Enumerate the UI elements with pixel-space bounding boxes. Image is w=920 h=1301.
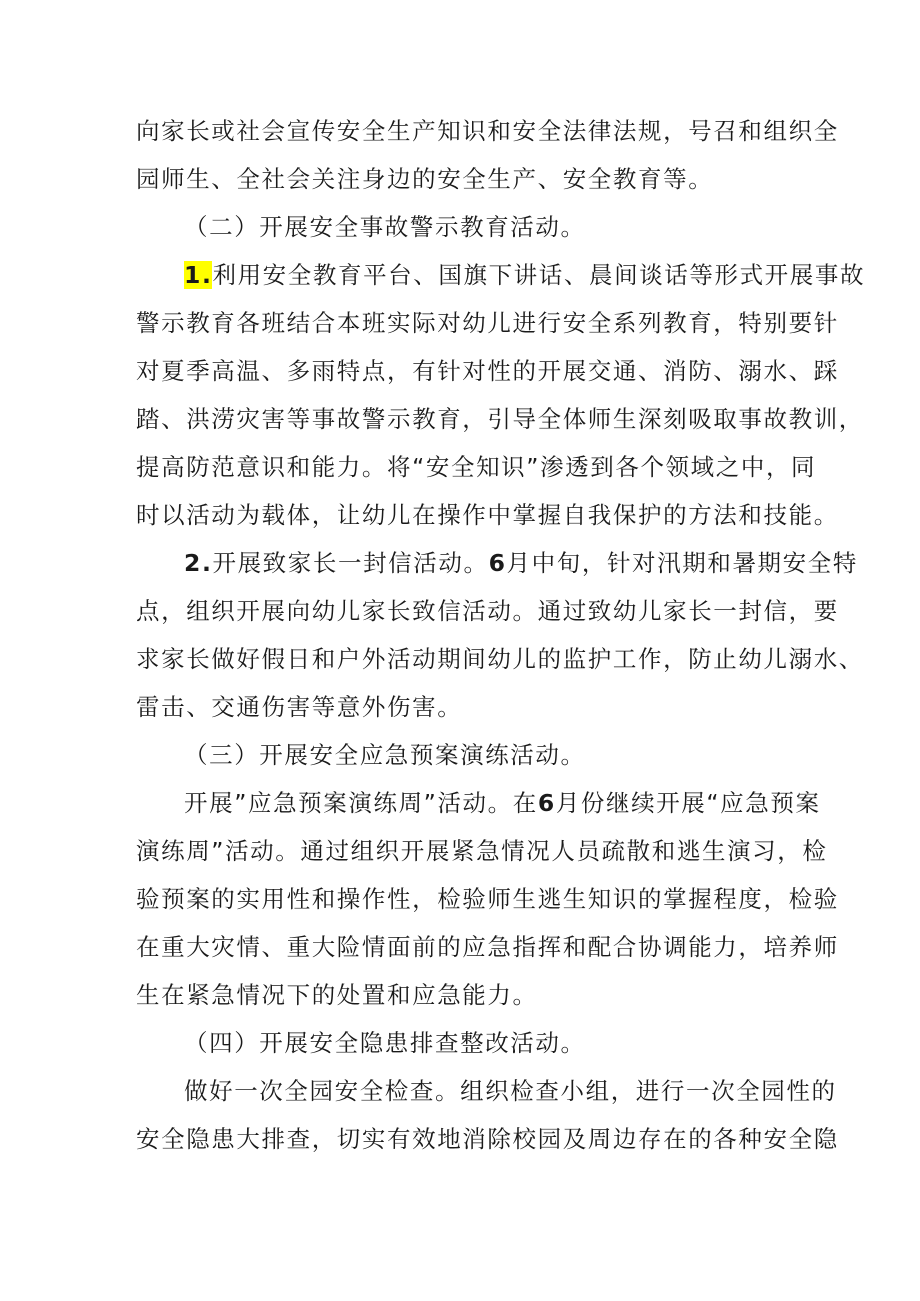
paragraph-2-line-4: 踏、洪涝灾害等事故警示教育，引导全体师生深刻吸取事故教训， [136,405,864,433]
paragraph-3-line-1-text-c: 月中旬，针对汛期和暑期安全特 [506,549,858,577]
paragraph-5-line-2: 安全隐患大排查，切实有效地消除校园及周边存在的各种安全隐 [136,1125,839,1153]
paragraph-4-line-1-text-c: 月份继续开展“应急预案 [555,789,821,817]
paragraph-3-line-4: 雷击、交通伤害等意外伤害。 [136,693,463,721]
paragraph-4-line-3: 验预案的实用性和操作性，检验师生逃生知识的掌握程度，检验 [136,885,839,913]
paragraph-4-line-1-text-a: 开展”应急预案演练周”活动。在 [184,789,538,817]
paragraph-1-line-1: 向家长或社会宣传安全生产知识和安全法律法规，号召和组织全 [136,117,839,145]
paragraph-3-line-2: 点，组织开展向幼儿家长致信活动。通过致幼儿家长一封信，要 [136,597,839,625]
paragraph-3-line-1-text-a: 开展致家长一封信活动。 [212,549,489,577]
paragraph-5-line-1: 做好一次全园安全检查。组织检查小组，进行一次全园性的 [184,1077,837,1105]
item-number-2: 2. [184,549,213,577]
paragraph-4-line-2: 演练周”活动。通过组织开展紧急情况人员疏散和逃生演习，检 [136,837,828,865]
paragraph-2-line-1-text: 利用安全教育平台、国旗下讲话、晨间谈话等形式开展事故 [212,261,866,289]
highlighted-item-number: 1. [184,261,213,289]
paragraph-2-line-2: 警示教育各班结合本班实际对幼儿进行安全系列教育，特别要针 [136,309,839,337]
paragraph-2-line-3: 对夏季高温、多雨特点，有针对性的开展交通、消防、溺水、踩 [136,357,839,385]
paragraph-2-line-5: 提高防范意识和能力。将“安全知识”渗透到各个领域之中，同 [136,453,817,481]
paragraph-3-line-3: 求家长做好假日和户外活动期间幼儿的监护工作，防止幼儿溺水、 [136,645,864,673]
paragraph-3-line-1 [184,539,858,587]
paragraph-4-line-5: 生在紧急情况下的处置和应急能力。 [136,981,538,1009]
paragraph-4-line-4: 在重大灾情、重大险情面前的应急指挥和配合协调能力，培养师 [136,933,839,961]
paragraph-4-line-1 [184,779,821,827]
paragraph-4-month-number: 6 [537,789,556,817]
paragraph-3-month-number: 6 [488,549,507,577]
paragraph-1-line-2: 园师生、全社会关注身边的安全生产、安全教育等。 [136,165,714,193]
section-heading-3: （三）开展安全应急预案演练活动。 [184,741,586,769]
paragraph-2-line-1 [184,251,866,299]
paragraph-2-line-6: 时以活动为载体，让幼儿在操作中掌握自我保护的方法和技能。 [136,501,839,529]
section-heading-2: （二）开展安全事故警示教育活动。 [184,213,586,241]
section-heading-4: （四）开展安全隐患排查整改活动。 [184,1029,586,1057]
